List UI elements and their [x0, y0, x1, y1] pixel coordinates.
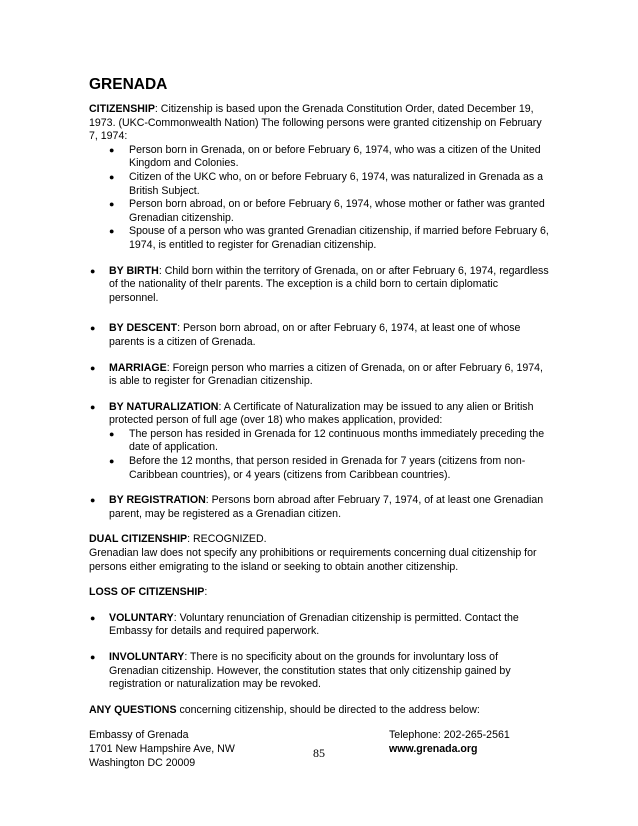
page-title: GRENADA: [89, 76, 168, 93]
citizenship-paragraph: [89, 103, 549, 144]
list-item: ● The person has resided in Grenada for 12 continuous months immediately preceding the date of application.: [109, 427, 545, 454]
bullet-icon: ●: [90, 612, 96, 623]
by-descent-item: ● BY DESCENT: Person born abroad, on or after February 6, 1974, at least one of whose parents is a citizen of Grenada.: [90, 322, 521, 348]
list-item: ● Person born in Grenada, on or before February 6, 1974, who was a citizen of the United Kingdom and Colonies.: [109, 143, 541, 170]
bullet-icon: ●: [109, 199, 115, 210]
bullet-icon: ●: [90, 401, 96, 412]
bullet-icon: ●: [90, 495, 96, 506]
embassy-street: 1701 New Hampshire Ave, NW: [89, 742, 235, 755]
citizenship-text: : Citizenship is based upon the Grenada Constitution Order, dated December 19, 1973. (UKC-Commonwealth Nation) The following persons were granted citizenship on February 7, 1974:: [89, 103, 542, 143]
page-number: 85: [313, 746, 325, 760]
embassy-city: Washington DC 20009: [89, 756, 196, 769]
list-item: ● Citizen of the UKC who, on or before February 6, 1974, was naturalized in Grenada as a British Subject.: [109, 170, 543, 197]
involuntary-item: ● INVOLUNTARY: There is no specificity about on the grounds for involuntary loss of Grenadian citizenship. However, the constitution states that only citizenship gained by registration or naturalization may be revoked.: [90, 651, 511, 691]
embassy-name: Embassy of Grenada: [89, 729, 189, 742]
questions-paragraph: ANY QUESTIONS concerning citizenship, should be directed to the address below:: [89, 703, 480, 716]
dual-citizenship-heading: DUAL CITIZENSHIP: RECOGNIZED.: [89, 533, 267, 546]
embassy-website[interactable]: www.grenada.org: [389, 742, 478, 755]
bullet-icon: ●: [90, 362, 96, 373]
by-birth-item: ● BY BIRTH: Child born within the territory of Grenada, on or after February 6, 1974, regardless of the nationality of theIr parents. The exception is a child born to certain diplomatic personnel.: [90, 264, 549, 304]
list-item: ● Spouse of a person who was granted Grenadian citizenship, if married before February 6, 1974, is entitled to register for Grenadian citizenship.: [109, 225, 549, 251]
list-item: ● Person born abroad, on or before February 6, 1974, whose mother or father was granted Grenadian citizenship.: [109, 198, 545, 224]
document-page: [89, 76, 549, 771]
list-item: ● Before the 12 months, that person resided in Grenada for 7 years (citizens from non-Caribbean countries), or 4 years (citizens from Caribbean countries).: [109, 455, 526, 481]
bullet-icon: ●: [109, 226, 115, 237]
bullet-icon: ●: [109, 171, 115, 182]
bullet-icon: ●: [90, 652, 96, 662]
bullet-icon: ●: [109, 456, 115, 467]
bullet-icon: ●: [90, 265, 96, 276]
bullet-icon: ●: [109, 428, 115, 439]
loss-heading: LOSS OF CITIZENSHIP:: [89, 586, 208, 599]
registration-item: ● BY REGISTRATION: Persons born abroad after February 7, 1974, of at least one Grenadian parent, may be registered as a Grenadian citizen.: [90, 494, 544, 520]
citizenship-list: [89, 144, 549, 253]
naturalization-list: [89, 428, 549, 482]
naturalization-item: ● BY NATURALIZATION: A Certificate of Naturalization may be issued to any alien or British protected person of full age (over 18) who makes application, provided:: [90, 400, 534, 427]
marriage-item: ● MARRIAGE: Foreign person who marries a citizen of Grenada, on or after February 6, 1974, is able to register for Grenadian citizenship.: [90, 361, 543, 388]
bullet-icon: ●: [109, 144, 115, 155]
citizenship-label: CITIZENSHIP: [89, 103, 155, 115]
embassy-phone: Telephone: 202-265-2561: [389, 729, 510, 742]
bullet-icon: ●: [90, 323, 96, 334]
dual-citizenship-text: Grenadian law does not specify any prohibitions or requirements concerning dual citizenship for persons either emigrating to the island or seeking to obtain another citizenship.: [89, 547, 537, 573]
voluntary-item: ● VOLUNTARY: Voluntary renunciation of Grenadian citizenship is permitted. Contact the Embassy for details and required paperwork.: [90, 611, 519, 638]
